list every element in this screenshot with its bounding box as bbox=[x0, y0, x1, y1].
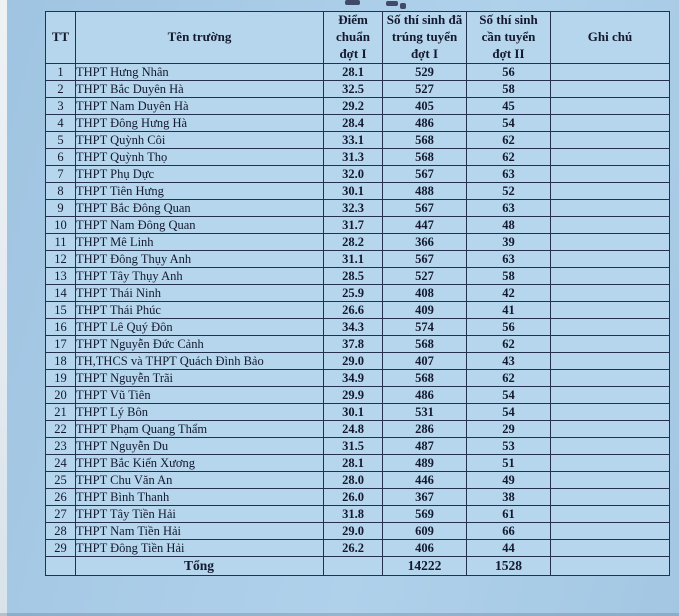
needed-count-cell: 53 bbox=[467, 438, 551, 455]
row-number-cell: 9 bbox=[46, 200, 76, 217]
row-number-cell: 28 bbox=[46, 523, 76, 540]
note-cell bbox=[551, 115, 670, 132]
note-cell bbox=[551, 455, 670, 472]
cropped-text-artifact bbox=[345, 0, 360, 5]
cropped-text-artifact bbox=[400, 3, 406, 9]
admitted-count-cell: 567 bbox=[383, 200, 467, 217]
table-row bbox=[46, 506, 670, 523]
score-cell: 24.8 bbox=[324, 421, 383, 438]
admitted-count-cell: 447 bbox=[383, 217, 467, 234]
needed-count-cell: 45 bbox=[467, 98, 551, 115]
row-number-cell: 8 bbox=[46, 183, 76, 200]
school-name-cell: THPT Lý Bôn bbox=[76, 404, 324, 421]
header-admitted: Số thí sinh đã trúng tuyển đợt I bbox=[383, 12, 467, 64]
table-row bbox=[46, 421, 670, 438]
header-score: Điểm chuẩn đợt I bbox=[324, 12, 383, 64]
needed-count-cell: 62 bbox=[467, 370, 551, 387]
table-row bbox=[46, 81, 670, 98]
row-number-cell: 14 bbox=[46, 285, 76, 302]
score-cell: 25.9 bbox=[324, 285, 383, 302]
row-number-cell: 1 bbox=[46, 64, 76, 81]
admitted-count-cell: 489 bbox=[383, 455, 467, 472]
note-cell bbox=[551, 370, 670, 387]
needed-count-cell: 44 bbox=[467, 540, 551, 557]
row-number-cell: 7 bbox=[46, 166, 76, 183]
table-row bbox=[46, 438, 670, 455]
total-row bbox=[46, 557, 670, 576]
admitted-count-cell: 409 bbox=[383, 302, 467, 319]
admitted-count-cell: 609 bbox=[383, 523, 467, 540]
needed-count-cell: 49 bbox=[467, 472, 551, 489]
score-cell: 28.5 bbox=[324, 268, 383, 285]
row-number-cell: 4 bbox=[46, 115, 76, 132]
score-cell: 31.7 bbox=[324, 217, 383, 234]
school-name-cell: THPT Phạm Quang Thẩm bbox=[76, 421, 324, 438]
admitted-count-cell: 567 bbox=[383, 166, 467, 183]
table-row bbox=[46, 353, 670, 370]
total-note-cell bbox=[551, 557, 670, 576]
school-name-cell: THPT Nam Duyên Hà bbox=[76, 98, 324, 115]
admitted-count-cell: 408 bbox=[383, 285, 467, 302]
admitted-count-cell: 574 bbox=[383, 319, 467, 336]
admitted-count-cell: 568 bbox=[383, 336, 467, 353]
note-cell bbox=[551, 472, 670, 489]
note-cell bbox=[551, 64, 670, 81]
needed-count-cell: 63 bbox=[467, 251, 551, 268]
note-cell bbox=[551, 166, 670, 183]
score-cell: 31.8 bbox=[324, 506, 383, 523]
table-row bbox=[46, 166, 670, 183]
score-cell: 30.1 bbox=[324, 404, 383, 421]
score-cell: 28.0 bbox=[324, 472, 383, 489]
total-label-cell: Tổng bbox=[76, 557, 324, 576]
needed-count-cell: 56 bbox=[467, 64, 551, 81]
header-row bbox=[46, 12, 670, 64]
school-name-cell: THPT Lê Quý Đôn bbox=[76, 319, 324, 336]
row-number-cell: 24 bbox=[46, 455, 76, 472]
score-cell: 29.9 bbox=[324, 387, 383, 404]
table-row bbox=[46, 370, 670, 387]
school-name-cell: THPT Chu Văn An bbox=[76, 472, 324, 489]
needed-count-cell: 54 bbox=[467, 387, 551, 404]
score-cell: 29.0 bbox=[324, 353, 383, 370]
admitted-count-cell: 568 bbox=[383, 370, 467, 387]
admitted-count-cell: 568 bbox=[383, 132, 467, 149]
row-number-cell: 11 bbox=[46, 234, 76, 251]
table-row bbox=[46, 98, 670, 115]
row-number-cell: 3 bbox=[46, 98, 76, 115]
score-cell: 28.2 bbox=[324, 234, 383, 251]
table-row bbox=[46, 64, 670, 81]
total-admitted-cell: 14222 bbox=[383, 557, 467, 576]
photo-left-edge bbox=[0, 0, 7, 616]
needed-count-cell: 58 bbox=[467, 81, 551, 98]
school-name-cell: THPT Nguyễn Đức Cảnh bbox=[76, 336, 324, 353]
row-number-cell: 5 bbox=[46, 132, 76, 149]
admitted-count-cell: 405 bbox=[383, 98, 467, 115]
needed-count-cell: 62 bbox=[467, 336, 551, 353]
needed-count-cell: 39 bbox=[467, 234, 551, 251]
note-cell bbox=[551, 234, 670, 251]
note-cell bbox=[551, 302, 670, 319]
table-row bbox=[46, 387, 670, 404]
score-cell: 28.1 bbox=[324, 64, 383, 81]
school-name-cell: THPT Vũ Tiên bbox=[76, 387, 324, 404]
score-cell: 31.3 bbox=[324, 149, 383, 166]
row-number-cell: 18 bbox=[46, 353, 76, 370]
table-row bbox=[46, 455, 670, 472]
school-name-cell: THPT Bắc Kiến Xương bbox=[76, 455, 324, 472]
score-cell: 32.0 bbox=[324, 166, 383, 183]
note-cell bbox=[551, 421, 670, 438]
admitted-count-cell: 527 bbox=[383, 81, 467, 98]
admitted-count-cell: 487 bbox=[383, 438, 467, 455]
note-cell bbox=[551, 438, 670, 455]
school-name-cell: THPT Đông Tiền Hải bbox=[76, 540, 324, 557]
admitted-count-cell: 529 bbox=[383, 64, 467, 81]
admitted-count-cell: 488 bbox=[383, 183, 467, 200]
row-number-cell: 19 bbox=[46, 370, 76, 387]
note-cell bbox=[551, 540, 670, 557]
table-row bbox=[46, 149, 670, 166]
admitted-count-cell: 527 bbox=[383, 268, 467, 285]
score-cell: 29.2 bbox=[324, 98, 383, 115]
note-cell bbox=[551, 200, 670, 217]
school-name-cell: THPT Bắc Duyên Hà bbox=[76, 81, 324, 98]
needed-count-cell: 56 bbox=[467, 319, 551, 336]
table-row bbox=[46, 115, 670, 132]
score-cell: 26.0 bbox=[324, 489, 383, 506]
note-cell bbox=[551, 251, 670, 268]
note-cell bbox=[551, 319, 670, 336]
school-name-cell: THPT Nguyễn Du bbox=[76, 438, 324, 455]
note-cell bbox=[551, 523, 670, 540]
table-footer bbox=[46, 557, 670, 576]
table-row bbox=[46, 336, 670, 353]
note-cell bbox=[551, 353, 670, 370]
score-cell: 37.8 bbox=[324, 336, 383, 353]
score-cell: 30.1 bbox=[324, 183, 383, 200]
header-needed: Số thí sinh cần tuyển đợt II bbox=[467, 12, 551, 64]
school-name-cell: THPT Quỳnh Côi bbox=[76, 132, 324, 149]
note-cell bbox=[551, 404, 670, 421]
school-name-cell: THPT Tiên Hưng bbox=[76, 183, 324, 200]
score-cell: 28.4 bbox=[324, 115, 383, 132]
header-school: Tên trường bbox=[76, 12, 324, 64]
admitted-count-cell: 286 bbox=[383, 421, 467, 438]
header-note: Ghi chú bbox=[551, 12, 670, 64]
table-body bbox=[46, 64, 670, 557]
score-cell: 32.5 bbox=[324, 81, 383, 98]
note-cell bbox=[551, 387, 670, 404]
school-name-cell: THPT Đông Hưng Hà bbox=[76, 115, 324, 132]
needed-count-cell: 38 bbox=[467, 489, 551, 506]
school-name-cell: THPT Phụ Dực bbox=[76, 166, 324, 183]
table-row bbox=[46, 217, 670, 234]
note-cell bbox=[551, 183, 670, 200]
note-cell bbox=[551, 336, 670, 353]
table-row bbox=[46, 268, 670, 285]
row-number-cell: 2 bbox=[46, 81, 76, 98]
table-row bbox=[46, 523, 670, 540]
note-cell bbox=[551, 217, 670, 234]
school-name-cell: THPT Nam Tiền Hải bbox=[76, 523, 324, 540]
needed-count-cell: 29 bbox=[467, 421, 551, 438]
table-row bbox=[46, 302, 670, 319]
school-name-cell: THPT Mê Linh bbox=[76, 234, 324, 251]
needed-count-cell: 43 bbox=[467, 353, 551, 370]
school-name-cell: THPT Bình Thanh bbox=[76, 489, 324, 506]
table-row bbox=[46, 472, 670, 489]
note-cell bbox=[551, 149, 670, 166]
table-row bbox=[46, 540, 670, 557]
school-name-cell: THPT Thái Ninh bbox=[76, 285, 324, 302]
school-name-cell: THPT Bắc Đông Quan bbox=[76, 200, 324, 217]
needed-count-cell: 48 bbox=[467, 217, 551, 234]
note-cell bbox=[551, 132, 670, 149]
note-cell bbox=[551, 268, 670, 285]
score-cell: 26.2 bbox=[324, 540, 383, 557]
score-cell: 31.5 bbox=[324, 438, 383, 455]
table-row bbox=[46, 183, 670, 200]
admitted-count-cell: 367 bbox=[383, 489, 467, 506]
total-needed-cell: 1528 bbox=[467, 557, 551, 576]
header-tt: TT bbox=[46, 12, 76, 64]
needed-count-cell: 62 bbox=[467, 149, 551, 166]
needed-count-cell: 54 bbox=[467, 404, 551, 421]
row-number-cell: 27 bbox=[46, 506, 76, 523]
school-name-cell: THPT Tây Tiền Hải bbox=[76, 506, 324, 523]
school-name-cell: THPT Tây Thụy Anh bbox=[76, 268, 324, 285]
note-cell bbox=[551, 98, 670, 115]
table-row bbox=[46, 200, 670, 217]
table-row bbox=[46, 251, 670, 268]
score-cell: 34.9 bbox=[324, 370, 383, 387]
row-number-cell: 29 bbox=[46, 540, 76, 557]
score-cell: 34.3 bbox=[324, 319, 383, 336]
needed-count-cell: 63 bbox=[467, 200, 551, 217]
table-row bbox=[46, 489, 670, 506]
total-empty-cell bbox=[46, 557, 76, 576]
table-row bbox=[46, 404, 670, 421]
admitted-count-cell: 486 bbox=[383, 387, 467, 404]
row-number-cell: 6 bbox=[46, 149, 76, 166]
school-name-cell: THPT Thái Phúc bbox=[76, 302, 324, 319]
admitted-count-cell: 486 bbox=[383, 115, 467, 132]
table-row bbox=[46, 132, 670, 149]
cropped-text-artifact bbox=[386, 1, 398, 6]
school-name-cell: THPT Đông Thụy Anh bbox=[76, 251, 324, 268]
row-number-cell: 25 bbox=[46, 472, 76, 489]
score-cell: 33.1 bbox=[324, 132, 383, 149]
score-cell: 31.1 bbox=[324, 251, 383, 268]
row-number-cell: 21 bbox=[46, 404, 76, 421]
row-number-cell: 15 bbox=[46, 302, 76, 319]
row-number-cell: 12 bbox=[46, 251, 76, 268]
admitted-count-cell: 406 bbox=[383, 540, 467, 557]
table-row bbox=[46, 285, 670, 302]
needed-count-cell: 62 bbox=[467, 132, 551, 149]
school-name-cell: THPT Nguyễn Trãi bbox=[76, 370, 324, 387]
score-cell: 26.6 bbox=[324, 302, 383, 319]
row-number-cell: 17 bbox=[46, 336, 76, 353]
score-cell: 29.0 bbox=[324, 523, 383, 540]
row-number-cell: 22 bbox=[46, 421, 76, 438]
table-row bbox=[46, 234, 670, 251]
row-number-cell: 16 bbox=[46, 319, 76, 336]
admitted-count-cell: 446 bbox=[383, 472, 467, 489]
row-number-cell: 23 bbox=[46, 438, 76, 455]
score-cell: 28.1 bbox=[324, 455, 383, 472]
row-number-cell: 10 bbox=[46, 217, 76, 234]
note-cell bbox=[551, 285, 670, 302]
row-number-cell: 13 bbox=[46, 268, 76, 285]
admitted-count-cell: 366 bbox=[383, 234, 467, 251]
needed-count-cell: 58 bbox=[467, 268, 551, 285]
school-name-cell: THPT Quỳnh Thọ bbox=[76, 149, 324, 166]
admitted-count-cell: 568 bbox=[383, 149, 467, 166]
table-header bbox=[46, 12, 670, 64]
school-name-cell: THPT Hưng Nhân bbox=[76, 64, 324, 81]
note-cell bbox=[551, 489, 670, 506]
needed-count-cell: 61 bbox=[467, 506, 551, 523]
row-number-cell: 20 bbox=[46, 387, 76, 404]
score-cell: 32.3 bbox=[324, 200, 383, 217]
table-row bbox=[46, 319, 670, 336]
school-name-cell: TH,THCS và THPT Quách Đình Bảo bbox=[76, 353, 324, 370]
admitted-count-cell: 567 bbox=[383, 251, 467, 268]
admitted-count-cell: 407 bbox=[383, 353, 467, 370]
needed-count-cell: 42 bbox=[467, 285, 551, 302]
needed-count-cell: 51 bbox=[467, 455, 551, 472]
school-name-cell: THPT Nam Đông Quan bbox=[76, 217, 324, 234]
note-cell bbox=[551, 506, 670, 523]
admission-results-table bbox=[45, 11, 670, 576]
needed-count-cell: 54 bbox=[467, 115, 551, 132]
admitted-count-cell: 531 bbox=[383, 404, 467, 421]
note-cell bbox=[551, 81, 670, 98]
row-number-cell: 26 bbox=[46, 489, 76, 506]
needed-count-cell: 41 bbox=[467, 302, 551, 319]
needed-count-cell: 66 bbox=[467, 523, 551, 540]
needed-count-cell: 63 bbox=[467, 166, 551, 183]
needed-count-cell: 52 bbox=[467, 183, 551, 200]
total-score-cell bbox=[324, 557, 383, 576]
admitted-count-cell: 569 bbox=[383, 506, 467, 523]
